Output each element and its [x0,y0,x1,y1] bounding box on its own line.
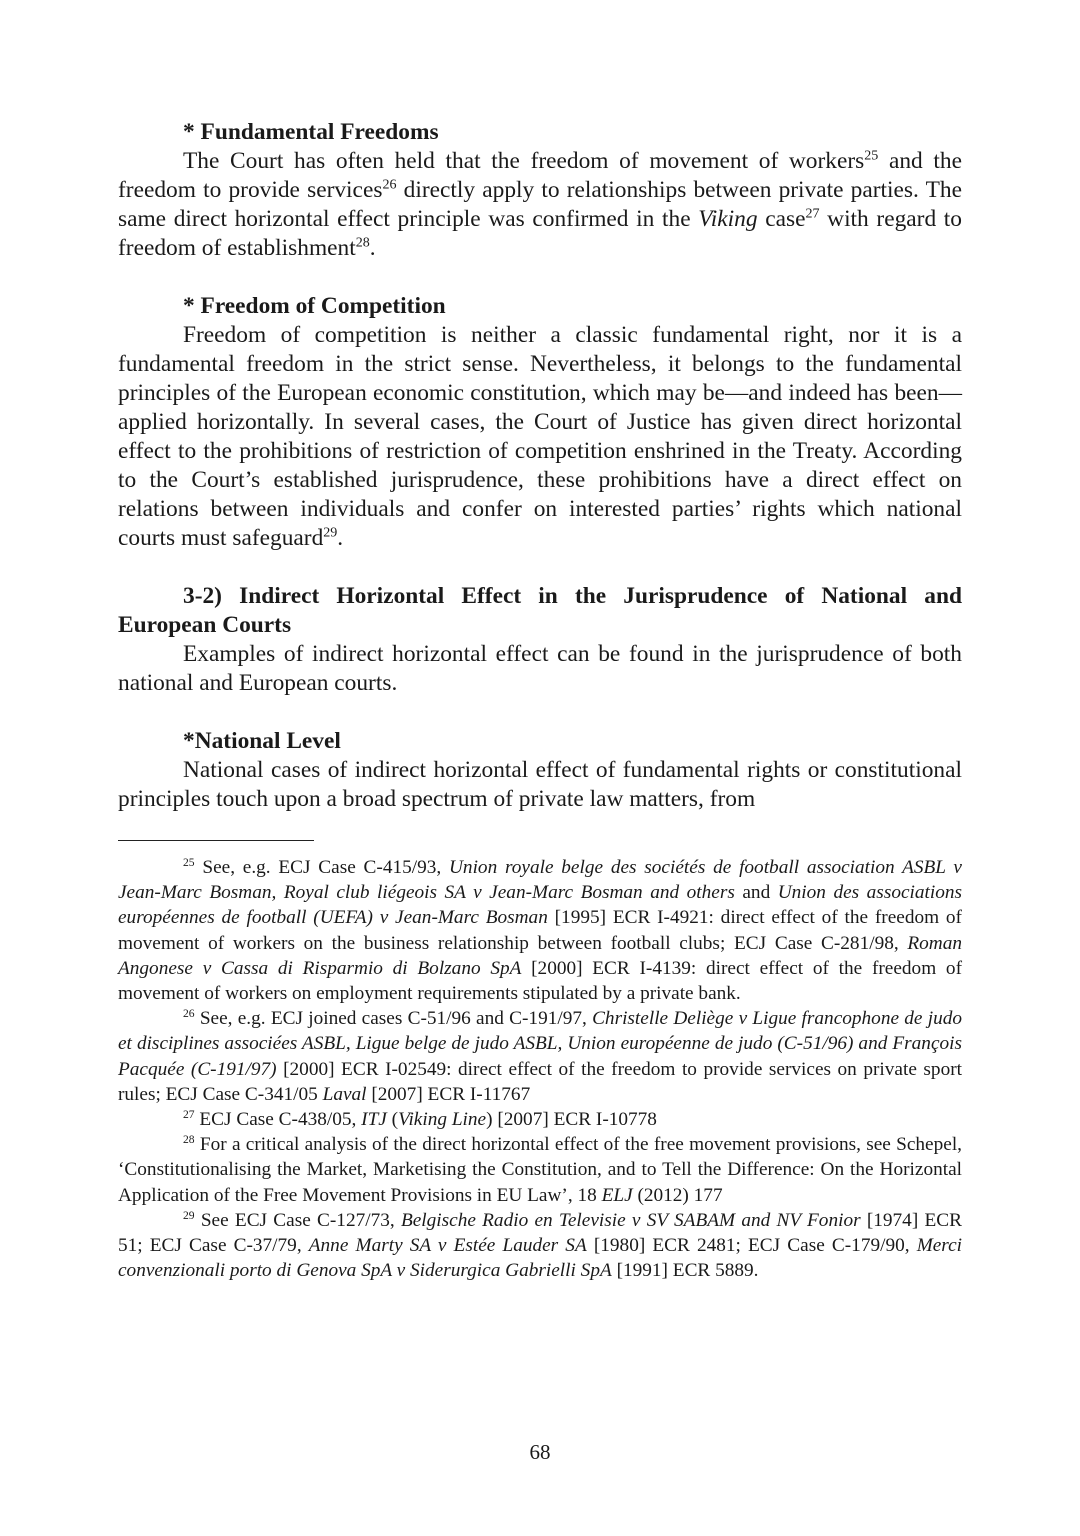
footnote-ref-26[interactable]: 26 [382,176,397,193]
footnote-29: $^{29}$ See ECJ Case C-127/73, Belgische Radio en Televisie v SV SABAM and NV Fonior [1974] ECR 51; ECJ Case C-37/79, Anne Marty SA v Estée Lauder SA [1980] ECR 2481; ECJ Case C-179/90, Merci convenzionali porto di Genova SpA v Siderurgica Gabrielli SpA [1991] ECR 5889. [118,1208,963,1282]
footnote-ref-28[interactable]: 28 [355,234,370,251]
paragraph-fundamental-freedoms: The Court has often held that the freedom of movement of workers$^{25}$ and the freedom to provide services$^{26}$ directly apply to relationships between private parties. The same direct horizontal effect principle was confirmed in the Viking case$^{27}$ with regard to freedom of establishment$^{28}$. [118,147,963,261]
page-number: 68 [529,1440,551,1464]
main-text [118,118,962,814]
section-heading-indirect-horizontal-effect: 3-2) Indirect Horizontal Effect in the Jurisprudence of National and European Courts [118,583,962,638]
section-heading-national-level: *National Level [183,728,341,754]
footnote-27: $^{27}$ ECJ Case C-438/05, ITJ (Viking Line) [2007] ECR I-10778 [183,1107,657,1131]
footnote-26: $^{26}$ See, e.g. ECJ joined cases C-51/96 and C-191/97, Christelle Deliège v Ligue francophone de judo et disciplines associées ASBL, Ligue belge de judo ASBL, Union européenne de judo (C-51/96) and François Pacquée (C-191/97) [2000] ECR I-02549: direct effect of the freedom to provide services on private sport rules; ECJ Case C-341/05 Laval [2007] ECR I-11767 [118,1007,962,1105]
footnote-ref-27[interactable]: 27 [805,205,820,222]
paragraph-freedom-of-competition: Freedom of competition is neither a classic fundamental right, nor it is a fundamental freedom in the strict sense. Nevertheless, it belongs to the fundamental principles of the European economic constitution, which may be—and indeed has been—applied horizontally. In several cases, the Court of Justice has given direct horizontal effect to the prohibitions of restriction of competition enshrined in the Treaty. According to the Court’s established jurisprudence, these prohibitions have a direct effect on relations between individuals and confer on interested parties’ rights which national courts must safeguard$^{29}$. [118,322,962,551]
paragraph-indirect-horizontal-effect: Examples of indirect horizontal effect can be found in the jurisprudence of both national and European courts. [118,641,962,696]
section-heading-freedom-of-competition: * Freedom of Competition [183,293,446,319]
footnotes [118,855,962,1283]
footnote-25: $^{25}$ See, e.g. ECJ Case C-415/93, Union royale belge des sociétés de football association ASBL v Jean-Marc Bosman, Royal club liégeois SA v Jean-Marc Bosman and others and Union des associations européennes de football (UEFA) v Jean-Marc Bosman [1995] ECR I-4921: direct effect of the freedom of movement of workers on the business relationship between football clubs; ECJ Case C-281/98, Roman Angonese v Cassa di Risparmio di Bolzano SpA [2000] ECR I-4139: direct effect of the freedom of movement of workers on employment requirements stipulated by a private bank. [118,855,963,1005]
footnote-ref-29[interactable]: 29 [323,524,338,541]
footnote-28: $^{28}$ For a critical analysis of the direct horizontal effect of the free movement provisions, see Schepel, ‘Constitutionalising the Market, Marketising the Constitution, and to Tell the Difference: On the Horizontal Application of the Free Movement Provisions in EU Law’, 18 ELJ (2012) 177 [118,1133,962,1206]
footnote-separator [118,840,314,841]
section-heading-fundamental-freedoms: * Fundamental Freedoms [183,119,439,145]
footnote-ref-25[interactable]: 25 [864,147,879,164]
paragraph-national-level: National cases of indirect horizontal effect of fundamental rights or constitutional principles touch upon a broad spectrum of private law matters, from [118,757,962,812]
